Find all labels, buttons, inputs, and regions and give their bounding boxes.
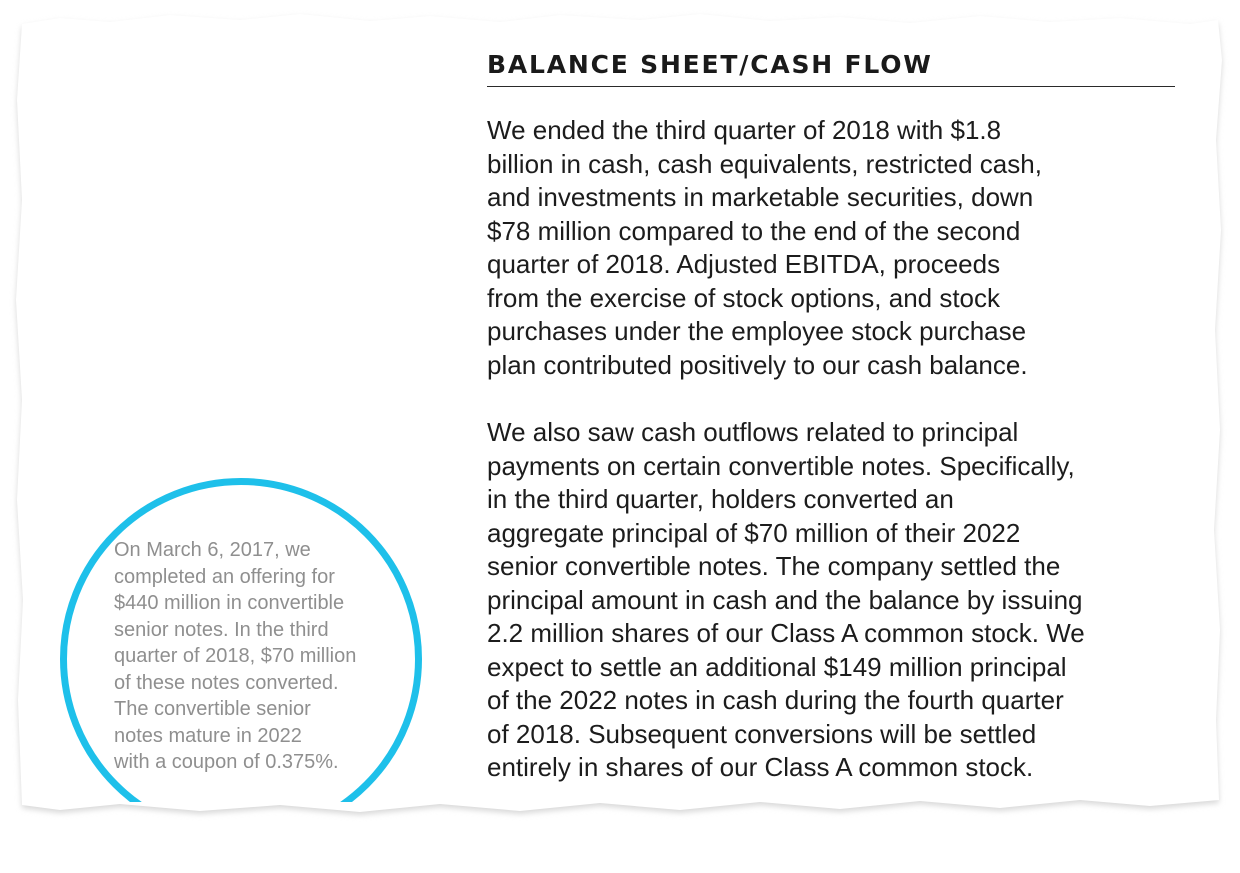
sidenote-line: of these notes converted. bbox=[114, 671, 339, 694]
heading-divider bbox=[487, 86, 1175, 87]
sidenote-line: On March 6, 2017, we bbox=[114, 539, 311, 561]
text-line: plan contributed positively to our cash balance. bbox=[487, 349, 1028, 380]
text-line: entirely in shares of our Class A common stock. bbox=[487, 752, 1034, 782]
text-line: aggregate principal of $70 million of their 2022 bbox=[487, 517, 1021, 548]
sidenote-line: notes mature in 2022 bbox=[114, 724, 302, 747]
sidenote-line: senior notes. In the third bbox=[114, 618, 329, 641]
text-line: senior convertible notes. The company settled the bbox=[487, 551, 1061, 581]
sidenote-line: The convertible senior bbox=[114, 698, 311, 720]
section-heading: BALANCE SHEET/CASH FLOW bbox=[487, 50, 933, 79]
text-line: 2.2 million shares of our Class A common stock. We bbox=[487, 618, 1085, 648]
text-line: purchases under the employee stock purchase bbox=[487, 316, 1027, 346]
text-line: of 2018. Subsequent conversions will be settled bbox=[487, 718, 1037, 749]
sidenote-line: with a coupon of 0.375%. bbox=[114, 751, 339, 773]
text-line: We ended the third quarter of 2018 with $1.8 bbox=[487, 115, 1002, 145]
text-line: expect to settle an additional $149 million principal bbox=[487, 651, 1067, 682]
text-line: of the 2022 notes in cash during the fourth quarter bbox=[487, 685, 1064, 715]
sidenote-line: $440 million in convertible bbox=[114, 592, 345, 614]
sidenote-line: completed an offering for bbox=[114, 565, 335, 588]
text-line: from the exercise of stock options, and stock bbox=[487, 282, 1001, 313]
text-line: payments on certain convertible notes. Specifically, bbox=[487, 450, 1075, 481]
body-paragraph-convertible-notes bbox=[487, 416, 1177, 785]
text-line: principal amount in cash and the balance by issuing bbox=[487, 584, 1083, 615]
sidenote bbox=[114, 537, 434, 776]
text-line: We also saw cash outflows related to principal bbox=[487, 417, 1019, 447]
text-line: in the third quarter, holders converted an bbox=[487, 484, 954, 514]
text-line: and investments in marketable securities, down bbox=[487, 182, 1034, 212]
body-paragraph-cash-balance bbox=[487, 114, 1177, 382]
text-line: $78 million compared to the end of the second bbox=[487, 215, 1021, 246]
sidenote-line: quarter of 2018, $70 million bbox=[114, 645, 357, 667]
text-line: billion in cash, cash equivalents, restricted cash, bbox=[487, 148, 1042, 179]
document-page bbox=[22, 16, 1218, 802]
text-line: quarter of 2018. Adjusted EBITDA, proceeds bbox=[487, 249, 1001, 279]
